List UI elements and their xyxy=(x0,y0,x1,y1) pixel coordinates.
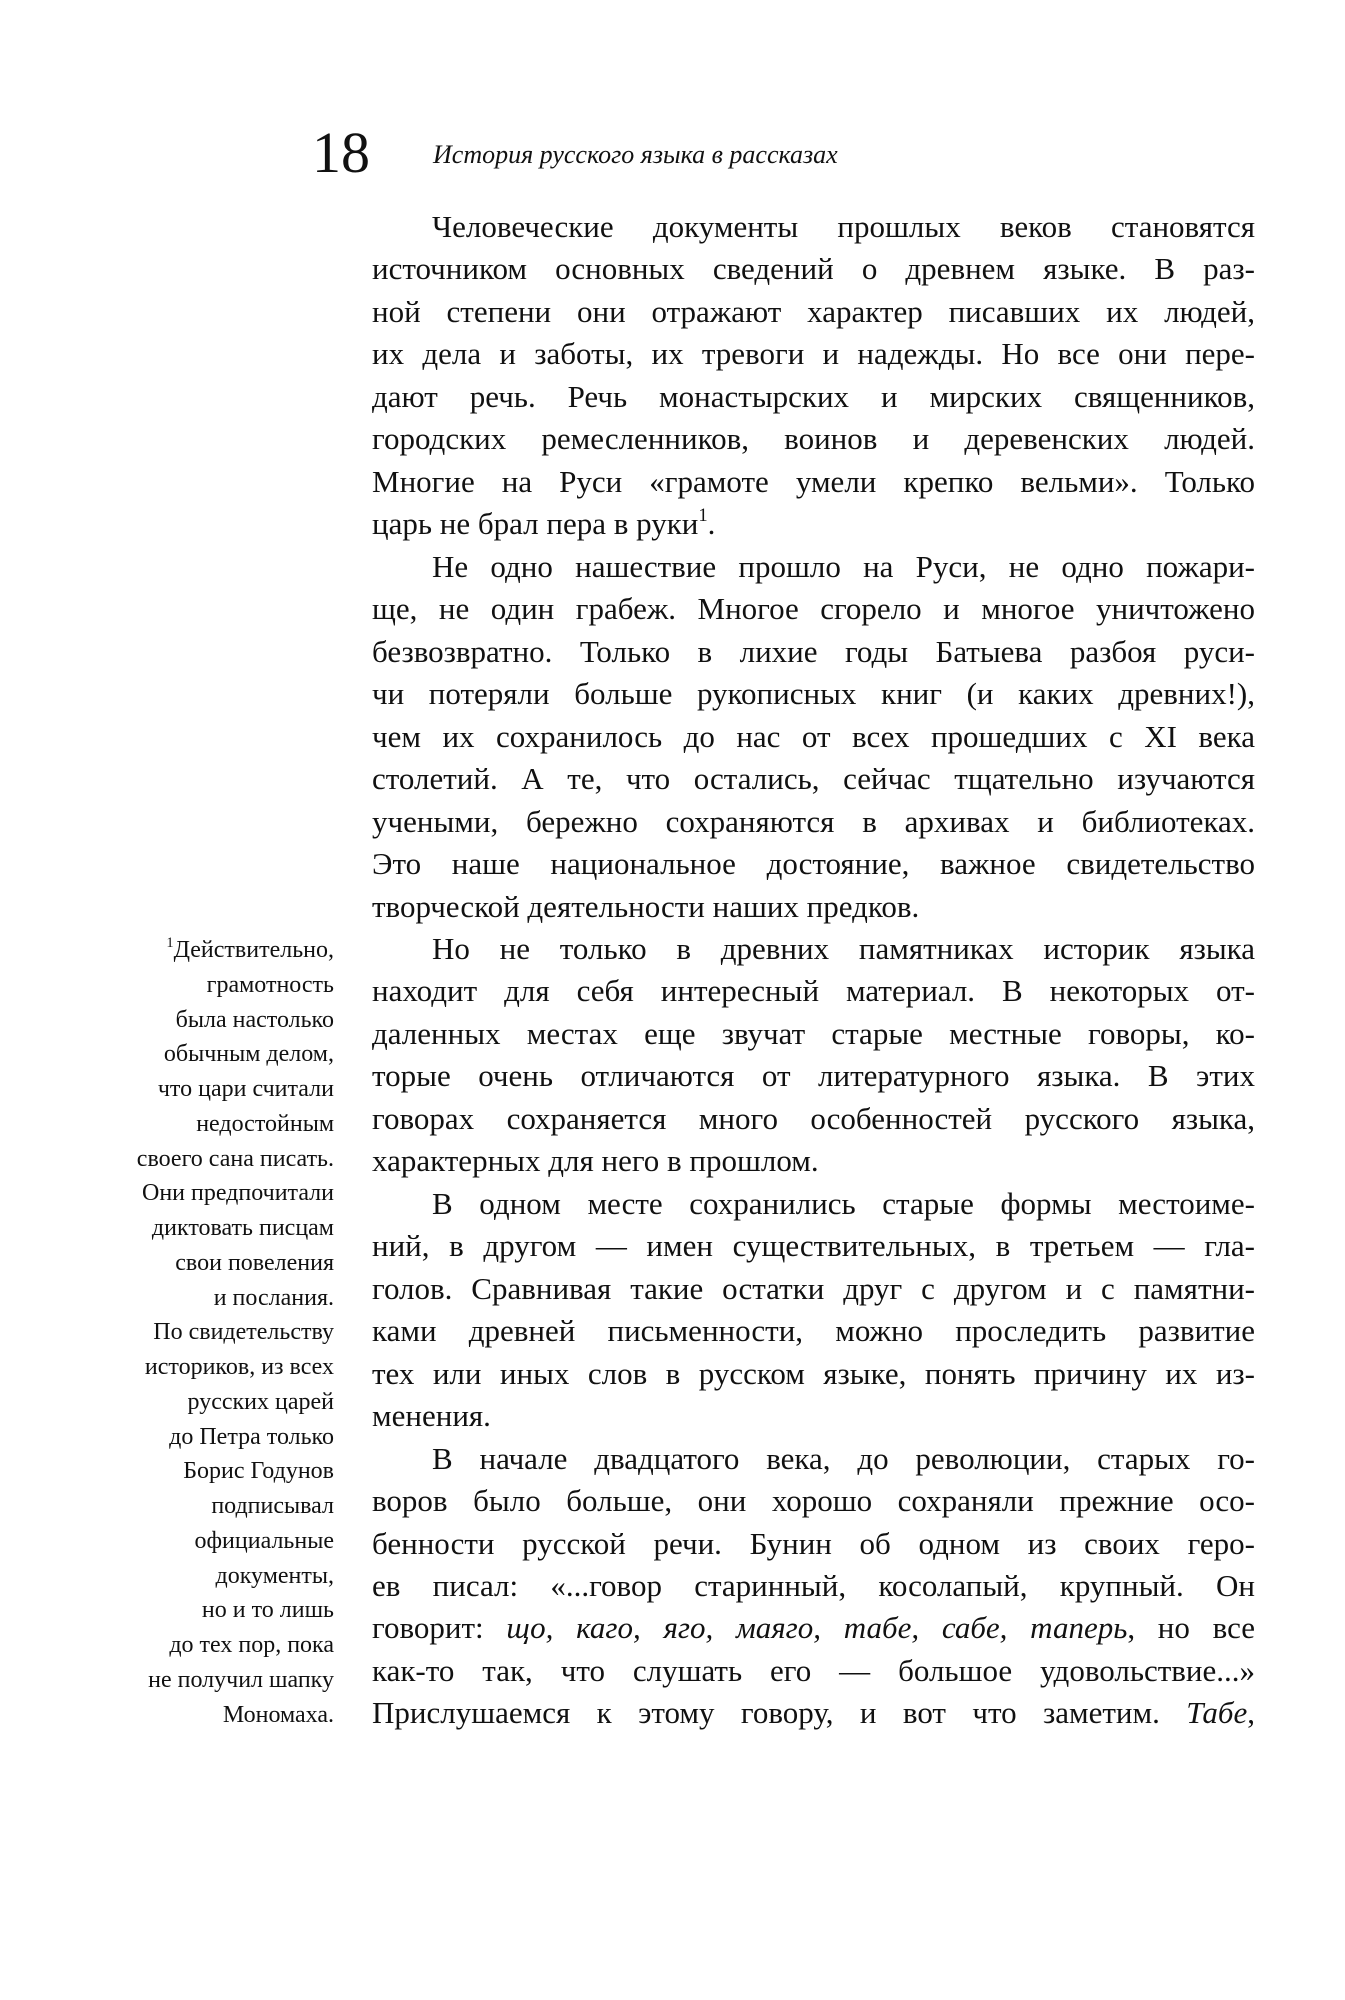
text-line xyxy=(372,1310,1255,1352)
text-line xyxy=(372,1183,1255,1225)
text-run: творческой деятельности наших предков. xyxy=(372,888,920,924)
text-run: диктовать писцам xyxy=(151,1215,334,1241)
text-run: свои повеления xyxy=(175,1249,334,1276)
text-run: , но все xyxy=(1127,1610,1255,1646)
text-run: находит для себя интересный материал. В некоторых от- xyxy=(372,973,1255,1009)
text-line xyxy=(372,1607,1255,1649)
text-line xyxy=(372,928,1255,970)
text-run: ной степени они отражают характер писавших их людей, xyxy=(372,293,1255,329)
text-run: Не одно нашествие прошло на Руси, не одно пожари- xyxy=(432,548,1255,584)
text-run: столетий. А те, что остались, сейчас тщательно изучаются xyxy=(372,761,1255,797)
text-run: чем их сохранилось до нас от всех прошедших с XI века xyxy=(372,718,1255,754)
text-line xyxy=(372,1140,1255,1182)
footnote-line xyxy=(74,1698,334,1733)
text-line xyxy=(372,1692,1255,1734)
text-run: говорах сохраняется много особенностей русского языка, xyxy=(372,1100,1255,1136)
text-line xyxy=(372,1055,1255,1097)
text-line xyxy=(372,248,1255,290)
text-line xyxy=(372,376,1255,418)
text-run: По свидетельству xyxy=(153,1319,334,1346)
text-run: Человеческие документы прошлых веков становятся xyxy=(432,209,1255,244)
text-run: своего сана писать. xyxy=(136,1145,334,1172)
text-line xyxy=(372,631,1255,673)
footnote-line xyxy=(74,1211,334,1246)
text-run: безвозвратно. Только в лихие годы Батыева разбоя руси- xyxy=(372,633,1255,669)
footnote-line xyxy=(74,1246,334,1281)
text-run: Но не только в древних памятниках историк языка xyxy=(432,930,1255,966)
text-run: говорит: xyxy=(372,1610,507,1646)
text-run: ний, в другом — имен существительных, в третьем — гла- xyxy=(372,1228,1255,1264)
text-run: подписывал xyxy=(211,1493,334,1519)
text-run: источником основных сведений о древнем языке. В раз- xyxy=(372,251,1255,287)
italic-text: Табе xyxy=(1186,1695,1248,1731)
italic-text: що, каго, яго, маяго, табе, сабе, таперь xyxy=(506,1610,1128,1646)
text-run: . xyxy=(707,506,716,542)
text-run: В одном месте сохранились старые формы местоиме- xyxy=(432,1185,1255,1221)
footnote-line xyxy=(74,1628,334,1663)
running-title: История русского языка в рассказах xyxy=(433,140,838,169)
footnote-line xyxy=(74,1385,334,1420)
text-line xyxy=(372,1098,1255,1140)
text-line xyxy=(372,1438,1255,1480)
text-run: торые очень отличаются от литературного языка. В этих xyxy=(372,1058,1255,1094)
text-line xyxy=(372,503,1255,545)
text-line xyxy=(372,291,1255,333)
text-run: учеными, бережно сохраняются в архивах и библиотеках. xyxy=(372,803,1255,839)
text-run: как-то так, что слушать его — большое удовольствие...» xyxy=(372,1652,1255,1688)
text-run: не получил шапку xyxy=(148,1666,334,1693)
text-run: грамотность xyxy=(206,971,334,998)
footnote-line xyxy=(74,1454,334,1489)
text-line xyxy=(372,758,1255,800)
text-line xyxy=(372,1523,1255,1565)
footnote-line xyxy=(74,1593,334,1628)
text-line xyxy=(372,801,1255,843)
text-line xyxy=(372,333,1255,375)
text-run: менения. xyxy=(372,1398,491,1434)
text-line xyxy=(372,1013,1255,1055)
text-run: Это наше национальное достояние, важное свидетельство xyxy=(372,846,1255,882)
text-run: ками древней письменности, можно проследить развитие xyxy=(372,1313,1255,1349)
text-line xyxy=(372,1480,1255,1522)
text-run: их дела и заботы, их тревоги и надежды. Но все они пере- xyxy=(372,336,1255,372)
text-line xyxy=(372,461,1255,503)
text-run: Мономаха. xyxy=(222,1701,334,1728)
text-run: была настолько xyxy=(175,1006,334,1033)
text-run: Они предпочитали xyxy=(141,1180,334,1207)
text-run: до тех пор, пока xyxy=(169,1632,334,1658)
text-run: Борис Годунов xyxy=(183,1458,334,1485)
footnote-line xyxy=(74,933,334,968)
text-run: В начале двадцатого века, до революции, старых го- xyxy=(432,1440,1255,1476)
footnote-line xyxy=(74,1489,334,1524)
footnote-line xyxy=(74,1072,334,1107)
text-line xyxy=(372,418,1255,460)
text-line xyxy=(372,673,1255,715)
footnote-line xyxy=(74,1107,334,1142)
text-line xyxy=(372,886,1255,928)
text-line xyxy=(372,843,1255,885)
footnote-marker: 1 xyxy=(166,934,174,951)
text-line xyxy=(372,546,1255,588)
text-run: чи потеряли больше рукописных книг (и каких древних!), xyxy=(372,676,1255,712)
footnote-line xyxy=(74,1315,334,1350)
text-line xyxy=(372,1353,1255,1395)
text-line xyxy=(372,970,1255,1012)
footnote-line xyxy=(74,1176,334,1211)
text-run: официальные xyxy=(194,1527,334,1554)
text-line xyxy=(372,206,1255,248)
text-line xyxy=(372,588,1255,630)
footnote-line xyxy=(74,1142,334,1177)
text-run: бенности русской речи. Бунин об одном из своих геро- xyxy=(372,1525,1255,1561)
footnote-line xyxy=(74,1663,334,1698)
text-run: обычным делом, xyxy=(163,1041,334,1068)
footnote-line xyxy=(74,1420,334,1455)
text-run: ще, не один грабеж. Многое сгорело и многое уничтожено xyxy=(372,591,1255,627)
text-run: Действительно, xyxy=(173,937,334,963)
text-line xyxy=(372,1225,1255,1267)
text-run: , xyxy=(1247,1695,1255,1731)
text-run: недостойным xyxy=(196,1110,334,1137)
text-run: Многие на Руси «грамоте умели крепко вельми». Только xyxy=(372,463,1255,499)
text-run: и послания. xyxy=(213,1284,334,1311)
footnote-line xyxy=(74,1350,334,1385)
text-line xyxy=(372,1395,1255,1437)
text-run: даленных местах еще звучат старые местные говоры, ко- xyxy=(372,1015,1255,1051)
text-run: документы, xyxy=(215,1562,334,1589)
footnote-marker: 1 xyxy=(698,505,708,527)
text-run: характерных для него в прошлом. xyxy=(372,1143,819,1179)
text-run: тех или иных слов в русском языке, понять причину их из- xyxy=(372,1355,1255,1391)
text-run: историков, из всех xyxy=(144,1354,334,1380)
text-run: дают речь. Речь монастырских и мирских священников, xyxy=(372,378,1255,414)
text-run: что цари считали xyxy=(157,1076,334,1102)
footnote-line xyxy=(74,1524,334,1559)
footnote-line xyxy=(74,1037,334,1072)
text-line xyxy=(372,716,1255,758)
footnote-line xyxy=(74,968,334,1003)
text-run: царь не брал пера в руки xyxy=(372,506,699,542)
text-line xyxy=(372,1650,1255,1692)
text-line xyxy=(372,1565,1255,1607)
text-line xyxy=(372,1268,1255,1310)
text-run: но и то лишь xyxy=(201,1597,334,1624)
text-run: воров было больше, они хорошо сохраняли прежние осо- xyxy=(372,1483,1255,1519)
text-run: городских ремесленников, воинов и деревенских людей. xyxy=(372,421,1255,457)
text-run: Прислушаемся к этому говору, и вот что заметим. xyxy=(372,1695,1187,1731)
text-run: голов. Сравнивая такие остатки друг с другом и с памятни- xyxy=(372,1270,1255,1306)
footnote-line xyxy=(74,1281,334,1316)
text-run: русских царей xyxy=(187,1388,334,1415)
footnote-line xyxy=(74,1559,334,1594)
text-run: ев писал: «...говор старинный, косолапый, крупный. Он xyxy=(372,1568,1255,1603)
text-run: до Петра только xyxy=(169,1423,334,1450)
footnote xyxy=(74,933,334,1732)
footnote-line xyxy=(74,1003,334,1038)
body-text xyxy=(372,206,1255,1735)
page-number: 18 xyxy=(312,120,370,185)
